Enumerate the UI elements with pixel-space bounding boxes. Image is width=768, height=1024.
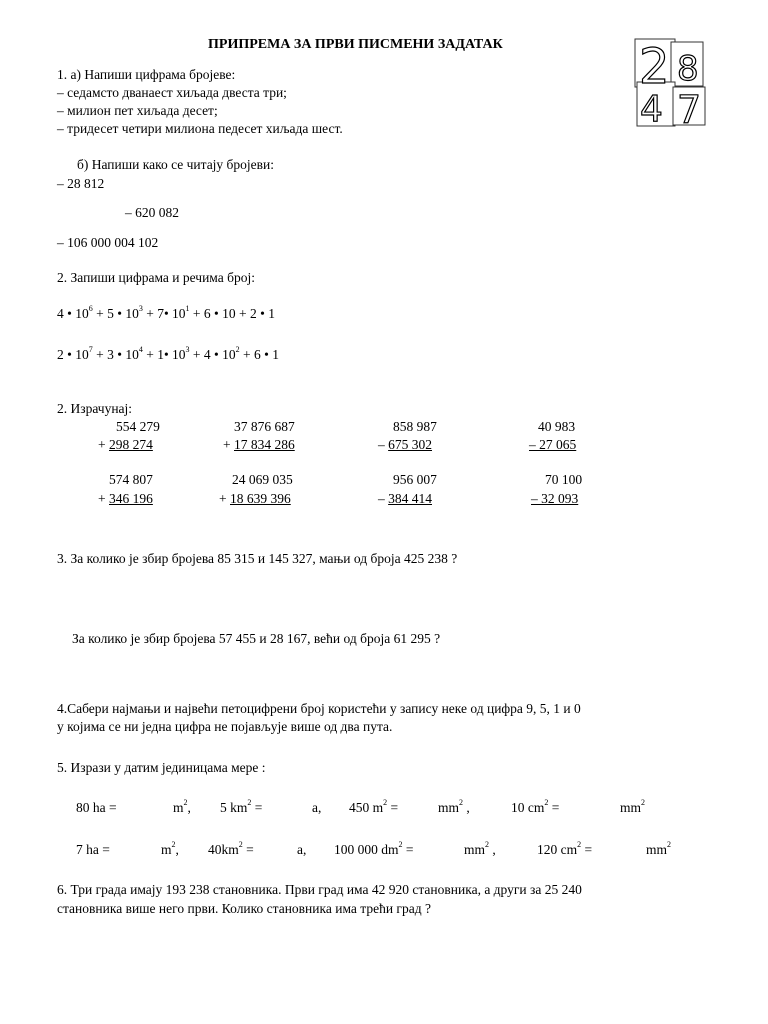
task1-a-prompt: 1. а) Напиши цифрама бројеве: [57,67,236,82]
unit-item: $mm^2$ , [438,798,470,815]
task6-prompt: 5. Изрази у датим јединицама мере : [57,760,266,775]
calc-top: 858 987 [393,419,437,434]
unit-item: a, [297,842,307,857]
task5-line: 4.Сабери најмањи и највећи петоцифрени број користећи у запису неке од цифра 9, 5, 1 и 0 [57,701,581,716]
calc-bottom: + 298 274 [98,437,153,452]
unit-item: $mm^2$ [646,840,672,857]
unit-item: a, [312,800,322,815]
task7-line: 6. Три града имају 193 238 становника. Први град има 42 920 становника, а други за 25 240 [57,882,582,897]
logo-digit: 7 [677,88,702,129]
logo-digit: 8 [677,49,699,89]
unit-item: 100 000 $dm^2$ = [334,840,414,857]
task7-line: становника више него први. Колико становника има трећи град ? [57,901,431,916]
unit-item: $mm^2$ [620,798,646,815]
task1-b-prompt: б) Напиши како се читају бројеви: [77,157,275,172]
calc-top: 70 100 [545,472,583,487]
unit-item: $m^2$, [161,840,179,857]
calc-bottom: + 18 639 396 [219,491,291,506]
unit-item: 7 ha = [76,842,110,857]
unit-item: 120 $cm^2$ = [537,840,593,857]
task1-a-item: – милион пет хиљада десет; [57,103,218,118]
task2-prompt: 2. Запиши цифрама и речима број: [57,270,255,285]
unit-item: $mm^2$ , [464,840,496,857]
task1-b-item: – 106 000 004 102 [57,235,159,250]
task1-b-item: – 28 812 [57,176,105,191]
logo-digit: 4 [640,89,663,129]
unit-item: 80 ha = [76,800,117,815]
task5-line: у којима се ни једна цифра не појављује више од два пута. [57,719,393,734]
calc-bottom: – 384 414 [378,491,432,506]
calc-top: 24 069 035 [232,472,293,487]
calc-bottom: – 27 065 [529,437,577,452]
calc-top: 956 007 [393,472,437,487]
calc-bottom: + 346 196 [98,491,153,506]
logo-digit: 2 [639,39,670,95]
unit-item: 10 $cm^2$ = [511,798,560,815]
task2-expression: 2 • $10^7 + 3$ • $10^4$ + 1• $10^3 + 4$ • $10^2 + 6$ • 1 [57,345,279,362]
calc-bottom: – 32 093 [531,491,579,506]
calc-top: 554 279 [116,419,160,434]
unit-item: $m^2$, [173,798,191,815]
calc-bottom: – 675 302 [378,437,432,452]
task3-prompt: 2. Израчунај: [57,401,133,416]
task2-expression: 4 • $10^6 + 5$ • $10^3$ + 7• $10^1 + 6$ • 10 + 2 • 1 [57,304,275,321]
calc-top: 37 876 687 [234,419,295,434]
numbers-logo-icon [633,37,708,129]
unit-item: 5 $km^2$ = [220,798,263,815]
task1-b-item: – 620 082 [125,205,179,220]
task1-a-item: – тридесет четири милиона педесет хиљада шест. [57,121,343,136]
calc-top: 574 807 [109,472,153,487]
page-title: ПРИПРЕМА ЗА ПРВИ ПИСМЕНИ ЗАДАТАК [208,37,503,52]
task4-question: За колико је збир бројева 57 455 и 28 167, већи од броја 61 295 ? [72,631,441,646]
unit-item: 450 $m^2$ = [349,798,399,815]
calc-bottom: + 17 834 286 [223,437,295,452]
unit-item: $40km^2$ = [208,840,254,857]
task1-a-item: – седамсто дванаест хиљада двеста три; [57,85,287,100]
task4-question: 3. За колико је збир бројева 85 315 и 145 327, мањи од броја 425 238 ? [57,551,458,566]
calc-top: 40 983 [538,419,576,434]
